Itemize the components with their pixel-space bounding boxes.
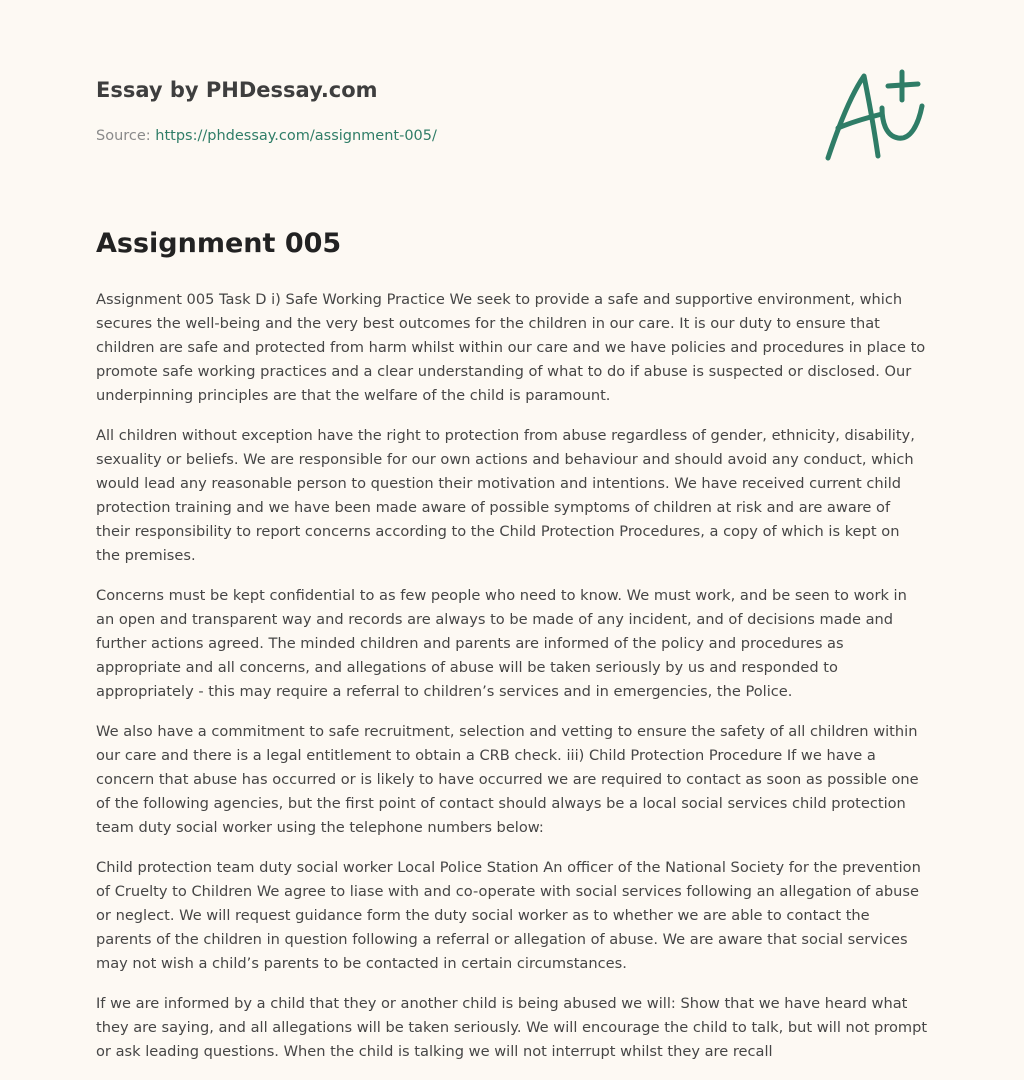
essay-paragraph: Assignment 005 Task D i) Safe Working Practice We seek to provide a safe and supportive environment, which secures the well-being and the very best outcomes for the children in our care. It is our duty to ensure that children are safe and protected from harm whilst within our care and we have policies and procedures in place to promote safe working practices and a clear understanding of what to do if abuse is suspected or disclosed. Our underpinning principles are that the welfare of the child is paramount. xyxy=(96,291,926,404)
essay-paragraph: Child protection team duty social worker Local Police Station An officer of the National Society for the prevention of Cruelty to Children We agree to liase with and co-operate with social services following an allegation of abuse or neglect. We will request guidance form the duty social worker as to whether we are able to contact the parents of the children in question following a referral or allegation of abuse. We are aware that social services may not wish a child’s parents to be contacted in certain circumstances. xyxy=(96,859,921,972)
essay-paragraph: If we are informed by a child that they or another child is being abused we will: Show that we have heard what they are saying, and all allegations will be taken seriously. We will encourage the child to talk, but will not prompt or ask leading questions. When the child is talking we will not interrupt whilst they are recall xyxy=(96,995,928,1060)
essay-title: Assignment 005 xyxy=(96,228,342,259)
site-brand: Essay by PHDessay.com xyxy=(96,78,378,102)
essay-header xyxy=(96,76,796,146)
source-line xyxy=(96,126,796,146)
essay-content xyxy=(96,224,928,1080)
source-label: Source: xyxy=(96,128,156,144)
source-link[interactable]: https://phdessay.com/assignment-005/ xyxy=(155,128,437,144)
essay-paragraph: We also have a commitment to safe recruitment, selection and vetting to ensure the safety of all children within our care and there is a legal entitlement to obtain a CRB check. iii) Child Protection Procedure If we have a concern that abuse has occurred or is likely to have occurred we are required to contact as soon as possible one of the following agencies, but the first point of contact should always be a local social services child protection team duty social worker using the telephone numbers below: xyxy=(96,723,919,836)
a-plus-grade-icon xyxy=(818,66,930,166)
essay-paragraph: Concerns must be kept confidential to as few people who need to know. We must work, and be seen to work in an open and transparent way and records are always to be made of any incident, and of decisions made and further actions agreed. The minded children and parents are informed of the policy and procedures as appropriate and all concerns, and allegations of abuse will be taken seriously by us and responded to appropriately - this may require a referral to children’s services and in emergencies, the Police. xyxy=(96,587,907,700)
essay-paragraph: All children without exception have the right to protection from abuse regardless of gender, ethnicity, disability, sexuality or beliefs. We are responsible for our own actions and behaviour and should avoid any conduct, which would lead any reasonable person to question their motivation and intentions. We have received current child protection training and we have been made aware of possible symptoms of children at risk and are aware of their responsibility to report concerns according to the Child Protection Procedures, a copy of which is kept on the premises. xyxy=(96,427,915,564)
